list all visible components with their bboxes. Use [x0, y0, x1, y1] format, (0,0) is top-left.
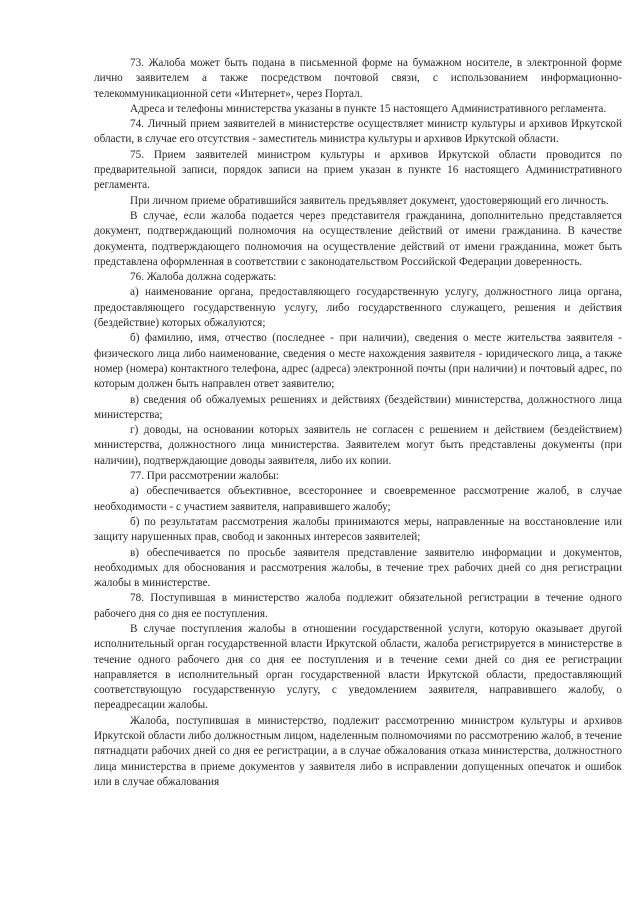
- list-item-76-g: г) доводы, на основании которых заявитель не согласен с решением и действием (бездействием) министерства, должностного лица министерства. Заявителем могут быть представлены документы (при наличии), подтверждающие доводы заявителя, либо их копии.: [94, 424, 622, 467]
- paragraph-representative: В случае, если жалоба подается через представителя гражданина, дополнительно представляется документ, подтверждающий полномочия на осуществление действий от имени гражданина. В качестве документа, подтверждающего полномочия на осуществление действий от имени гражданина, может быть представлена оформленная в соответствии с законодательством Российской Федерации доверенность.: [94, 209, 622, 268]
- list-item-77-a: а) обеспечивается объективное, всестороннее и своевременное рассмотрение жалоб, в случае необходимости - с участием заявителя, направившего жалобу;: [94, 485, 622, 513]
- paragraph-73: 73. Жалоба может быть подана в письменной форме на бумажном носителе, в электронной форме лично заявителем а также посредством почтовой связи, с использованием информационно-телекоммуникационной сети «Интернет», через Портал.: [94, 57, 622, 100]
- list-item-77-b: б) по результатам рассмотрения жалобы принимаются меры, направленные на восстановление или защиту нарушенных прав, свобод и законных интересов заявителей;: [94, 515, 622, 544]
- paragraph-75: 75. Прием заявителей министром культуры и архивов Иркутской области проводится по предварительной записи, порядок записи на прием указан в пункте 16 настоящего Административного регламента.: [94, 148, 622, 192]
- paragraph-review-terms: Жалоба, поступившая в министерство, подлежит рассмотрению министром культуры и архивов Иркутской области либо должностным лицом, наделенным полномочиями по рассмотрению жалоб, в течение пятнадцати рабочих дней со дня ее регистрации, а в случае обжалования отказа министерства, должностного лица министерства в приеме документов у заявителя либо в исправлении допущенных опечаток и ошибок или в случае обжалования: [94, 714, 622, 788]
- paragraph-addresses: Адреса и телефоны министерства указаны в пункте 15 настоящего Административного регламента.: [130, 102, 607, 115]
- list-item-76-v: в) сведения об обжалуемых решениях и действиях (бездействии) министерства, должностного лица министерства;: [94, 393, 622, 421]
- paragraph-77: 77. При рассмотрении жалобы:: [130, 470, 279, 483]
- paragraph-74: 74. Личный прием заявителей в министерстве осуществляет министр культуры и архивов Иркутской области, в случае его отсутствия - заместитель министра культуры и архивов Иркутской области.: [94, 118, 622, 146]
- list-item-76-a: а) наименование органа, предоставляющего государственную услугу, должностного лица органа, предоставляющего государственную услугу, либо государственного служащего, решения и действия (бездействие) которых обжалуются;: [94, 286, 622, 330]
- paragraph-personal-reception: При личном приеме обратившийся заявитель предъявляет документ, удостоверяющий его личность.: [130, 194, 609, 207]
- paragraph-78: 78. Поступившая в министерство жалоба подлежит обязательной регистрации в течение одного рабочего дня со дня ее поступления.: [94, 592, 622, 620]
- paragraph-76: 76. Жалоба должна содержать:: [130, 271, 277, 284]
- list-item-76-b: б) фамилию, имя, отчество (последнее - при наличии), сведения о месте жительства заявителя - физического лица либо наименование, сведения о месте нахождения заявителя - юридического лица, а также номер (номера) контактного телефона, адрес (адреса) электронной почты (при наличии) и почтовый адрес, по которым должен быть направлен ответ заявителю;: [94, 332, 622, 391]
- paragraph-readdressing: В случае поступления жалобы в отношении государственной услуги, которую оказывает другой исполнительный орган государственной власти Иркутской области, жалоба регистрируется в министерстве в течение одного рабочего дня со дня ее поступления и в течение семи дней со дня ее регистрации направляется в исполнительный орган государственной власти Иркутской области, предоставляющий соответствующую государственную услугу, с уведомлением заявителя, направившего жалобу, о переадресации жалобы.: [94, 622, 622, 712]
- list-item-77-v: в) обеспечивается по просьбе заявителя представление заявителю информации и документов, необходимых для обоснования и рассмотрения жалобы, в течение трех рабочих дней со дня регистрации жалобы в министерстве.: [94, 546, 622, 590]
